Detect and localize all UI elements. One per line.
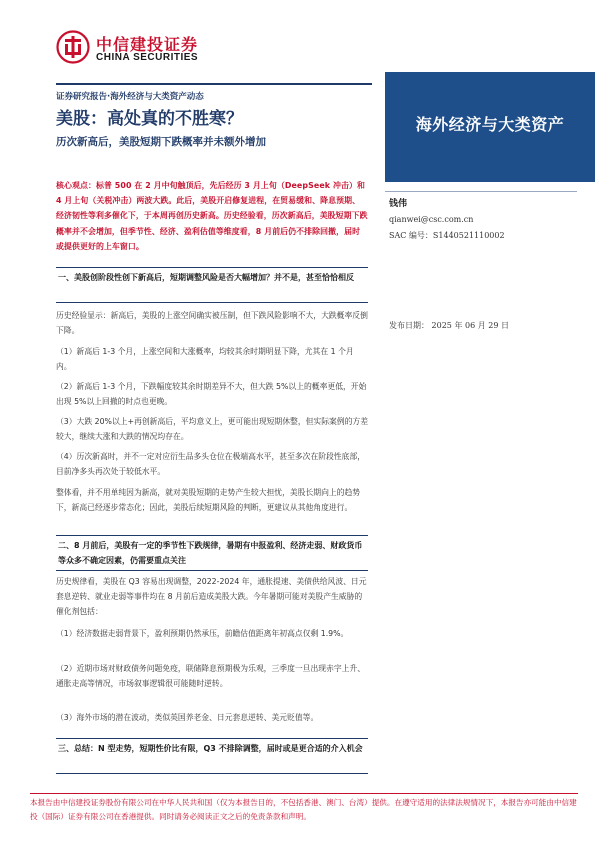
paragraph: （2）近期市场对财政债务问题免疫，联储降息预期极为乐观，三季度一旦出现赤字上升、通胀走高等情况，市场叙事逻辑很可能随时逆转。 (56, 664, 366, 688)
section-heading-2: 二、8 月前后，美股有一定的季节性下跌规律，暑期有中报盈利、经济走弱、财政货币等众多不确定因素，仍需要重点关注 (58, 541, 363, 565)
analyst-name: 钱伟 (389, 199, 408, 209)
header-divider (56, 83, 372, 85)
banner-label: 海外经济与大类资产 (415, 115, 565, 134)
analyst-sac-number: SAC 编号：S1440521110002 (389, 231, 505, 240)
category-banner (385, 72, 595, 182)
paragraph: 历史经验显示：新高后，美股的上涨空间确实被压制，但下跌风险影响不大，大跌概率反倒下降。 (56, 311, 368, 335)
paragraph: 历史规律看，美股在 Q3 容易出现调整，2022-2024 年，通胀提速、美债供给风波、日元套息逆转、就业走弱等事件均在 8 月前后造成美股大跌。今年暑期可能对美股产生威胁的催化剂包括： (56, 577, 367, 616)
section-heading-3: 三、总结：N 型走势，短期性价比有限，Q3 不排除调整，届时或是更合适的介入机会 (58, 744, 363, 753)
section-divider (56, 570, 368, 571)
paragraph: （1）新高后 1-3 个月，上涨空间和大涨概率，均较其余时期明显下降，尤其在 1 个月内。 (56, 347, 354, 371)
paragraph: （2）新高后 1-3 个月，下跌幅度较其余时期差异不大，但大跌 5%以上的概率更低，开始出现 5%以上回撤的时点也更晚。 (56, 382, 367, 406)
core-view: 核心观点：标普 500 在 2 月中旬触顶后，先后经历 3 月上旬（DeepSeek 冲击）和 4 月上旬（关税冲击）两波大跌。此后，美股开启修复进程，在贸易缓和、降息预期、经济韧性等利多催化下，于本周再创历史新高。历史经验看，历次新高后，美股短期下跌概率并不会增加，但季节性、经济、盈利估值等维度看，8 月前后仍不排除回撤，届时或提供更好的上车窗口。 (56, 181, 368, 251)
page-subtitle: 历次新高后，美股短期下跌概率并未额外增加 (56, 136, 266, 148)
paragraph: 整体看，并不用单纯因为新高，就对美股短期的走势产生较大担忧，美股长期向上的趋势下，新高已经逐步常态化；因此，美股后续短期风险的判断，更建议从其他角度进行。 (56, 488, 361, 512)
paragraph: （3）大跌 20%以上+再创新高后，平均意义上，更可能出现短期休整，但实际案例的方差较大，继续大涨和大跌的情况均存在。 (56, 417, 368, 441)
publish-date: 发布日期： 2025 年 06 月 29 日 (389, 321, 509, 330)
section-divider (56, 773, 368, 774)
paragraph: （4）历次新高时，并不一定对应衍生品多头仓位在极端高水平，甚至多次在阶段性底部，目前净多头再次处于较低水平。 (56, 452, 366, 476)
company-logo (56, 30, 226, 70)
footer-divider (30, 793, 578, 794)
section-heading-1: 一、美股创阶段性创下新高后，短期调整风险是否大幅增加？并不是，甚至恰恰相反 (58, 273, 354, 282)
report-type: 证券研究报告·海外经济与大类资产动态 (56, 92, 204, 102)
logo-chinese-name: 中信建投证券 (96, 35, 199, 54)
logo-english-name: CHINA SECURITIES (96, 52, 199, 63)
sidebar-divider (385, 191, 577, 192)
analyst-email[interactable]: qianwei@csc.com.cn (389, 215, 474, 224)
section-divider (56, 302, 368, 303)
page-title: 美股：高处真的不胜寒？ (56, 109, 243, 129)
section-divider (56, 535, 368, 536)
footer-disclaimer: 本报告由中信建投证券股份有限公司在中华人民共和国（仅为本报告目的，不包括香港、澳门、台湾）提供。在遵守适用的法律法规情况下，本报告亦可能由中信建投（国际）证券有限公司在香港提供。同时请务必阅读正文之后的免责条款和声明。 (30, 798, 577, 821)
paragraph: （1）经济数据走弱背景下，盈利预期仍然承压，前瞻估值距离年初高点仅剩 1.9%。 (56, 629, 349, 638)
logo-mark-icon (56, 30, 90, 64)
paragraph: （3）海外市场的潜在波动，类似英国养老金、日元套息逆转、美元贬值等。 (56, 713, 319, 722)
section-divider (56, 738, 368, 739)
section-divider (56, 267, 368, 268)
